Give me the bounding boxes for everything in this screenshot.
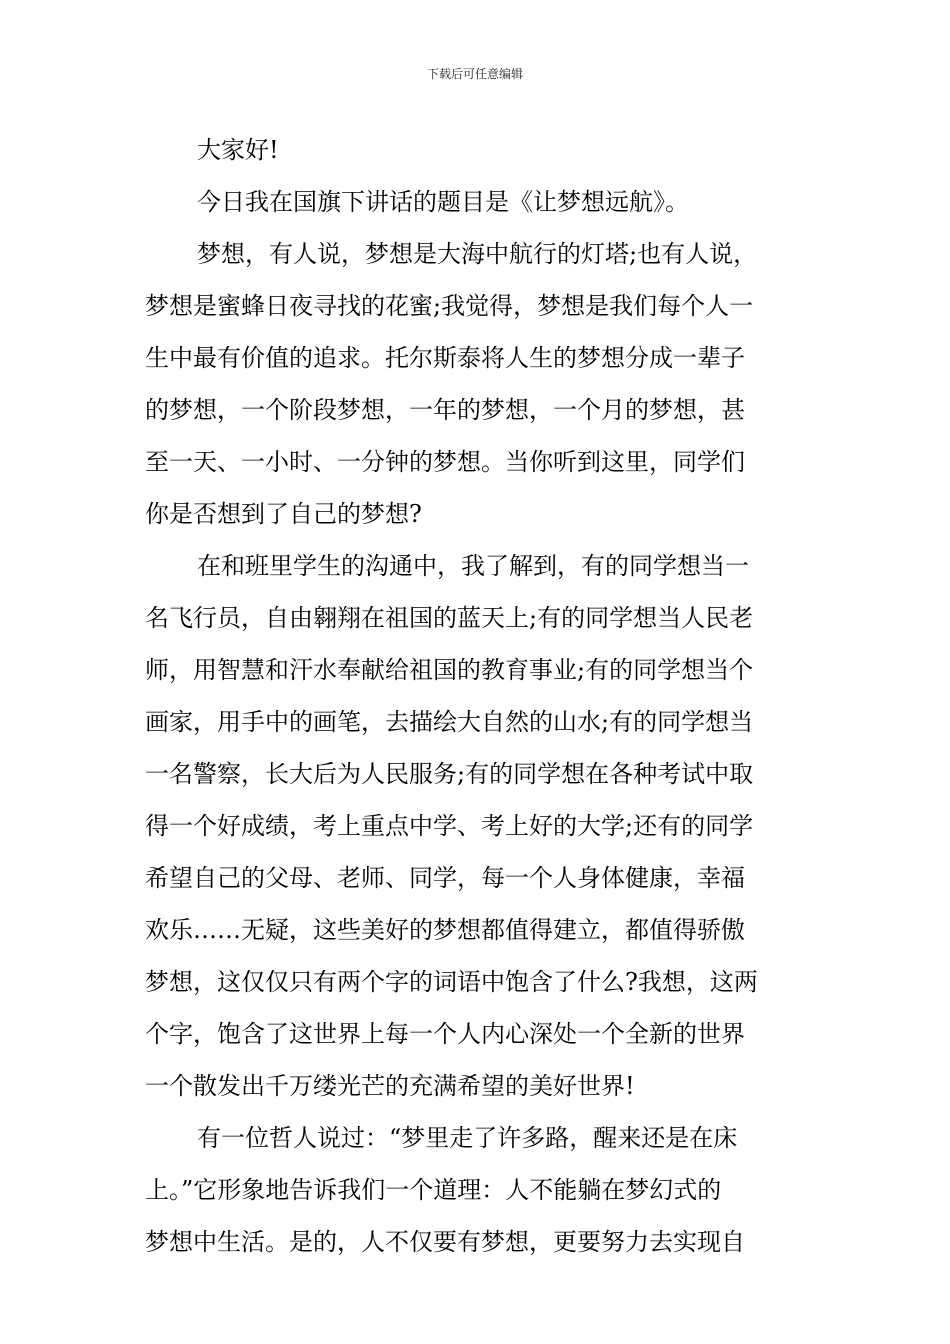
topic-line: 今日我在国旗下讲话的题目是《让梦想远航》。 [197, 188, 689, 216]
paragraph-line: 在和班里学生的沟通中，我了解到，有的同学想当一 [197, 552, 749, 580]
paragraph-line: 欢乐……无疑，这些美好的梦想都值得建立，都值得骄傲 [145, 916, 745, 944]
paragraph-line: 你是否想到了自己的梦想? [145, 500, 422, 528]
paragraph-line: 梦想是蜜蜂日夜寻找的花蜜;我觉得，梦想是我们每个人一 [145, 292, 754, 320]
paragraph-line: 画家，用手中的画笔，去描绘大自然的山水;有的同学想当 [145, 708, 754, 736]
paragraph-line: 上。”它形象地告诉我们一个道理：人不能躺在梦幻式的 [145, 1176, 722, 1204]
greeting-line: 大家好! [197, 136, 279, 164]
paragraph-line: 生中最有价值的追求。托尔斯泰将人生的梦想分成一辈子 [145, 344, 745, 372]
paragraph-line: 至一天、一小时、一分钟的梦想。当你听到这里，同学们 [145, 448, 745, 476]
paragraph-line: 有一位哲人说过：“梦里走了许多路，醒来还是在床 [197, 1124, 738, 1152]
document-body [145, 124, 805, 1268]
paragraph-line: 一个散发出千万缕光芒的充满希望的美好世界! [145, 1072, 635, 1100]
paragraph-line: 梦想，有人说，梦想是大海中航行的灯塔;也有人说， [197, 240, 758, 268]
paragraph-line: 得一个好成绩，考上重点中学、考上好的大学;还有的同学 [145, 812, 754, 840]
paragraph-line: 的梦想，一个阶段梦想，一年的梦想，一个月的梦想，甚 [145, 396, 745, 424]
paragraph-line: 个字，饱含了这世界上每一个人内心深处一个全新的世界 [145, 1020, 745, 1048]
paragraph-line: 梦想，这仅仅只有两个字的词语中饱含了什么?我想，这两 [145, 968, 758, 996]
page-header-note: 下载后可任意编辑 [426, 67, 523, 81]
paragraph-line: 希望自己的父母、老师、同学，每一个人身体健康，幸福 [145, 864, 745, 892]
paragraph-line: 师，用智慧和汗水奉献给祖国的教育事业;有的同学想当个 [145, 656, 754, 684]
paragraph-line: 名飞行员，自由翱翔在祖国的蓝天上;有的同学想当人民老 [145, 604, 754, 632]
paragraph-line: 梦想中生活。是的，人不仅要有梦想，更要努力去实现自 [145, 1228, 745, 1256]
paragraph-line: 一名警察，长大后为人民服务;有的同学想在各种考试中取 [145, 760, 754, 788]
